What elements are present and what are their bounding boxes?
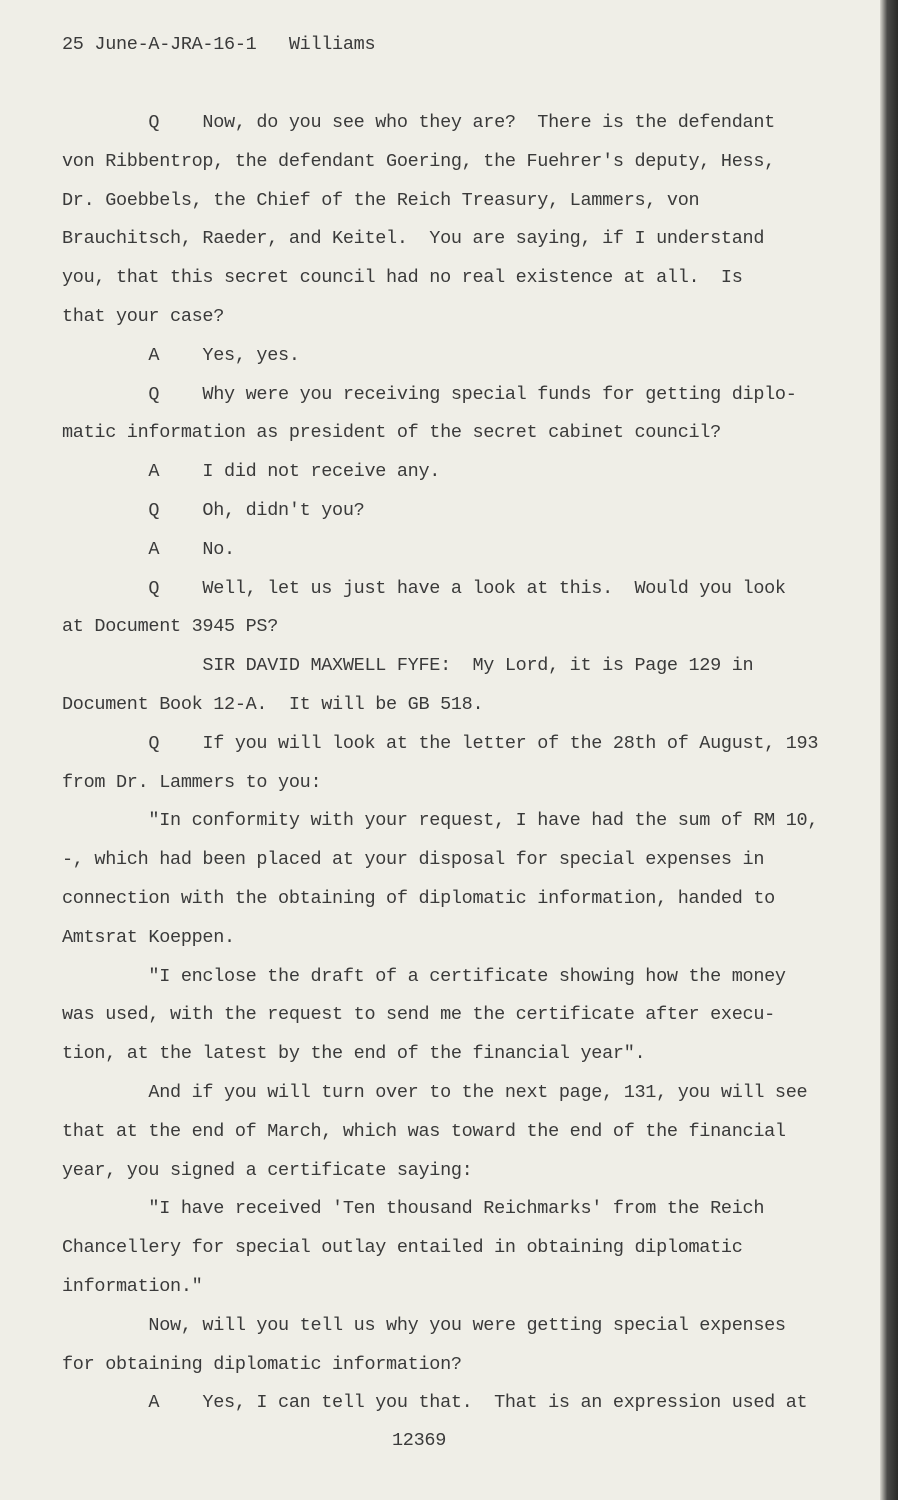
- transcript-line: And if you will turn over to the next page, 131, you will see: [62, 1082, 808, 1103]
- transcript-line: Q Well, let us just have a look at this. Would you look: [62, 577, 786, 599]
- transcript-line: A Yes, I can tell you that. That is an expression used at: [62, 1392, 808, 1414]
- transcript-line: Amtsrat Koeppen.: [62, 926, 235, 948]
- transcript-line: you, that this secret council had no real existence at all. Is: [62, 267, 743, 289]
- transcript-line: Document Book 12-A. It will be GB 518.: [62, 694, 484, 715]
- transcript-line: information.": [62, 1276, 203, 1297]
- transcript-line: A No.: [62, 538, 235, 560]
- transcript-line: A I did not receive any.: [62, 461, 441, 483]
- transcript-line: connection with the obtaining of diplomatic information, handed to: [62, 888, 775, 909]
- transcript-line: year, you signed a certificate saying:: [62, 1159, 473, 1181]
- transcript-line: was used, with the request to send me the certificate after execu-: [62, 1004, 775, 1026]
- transcript-line: A Yes, yes.: [62, 344, 300, 366]
- page-header: 25 June-A-JRA-16-1 Williams: [62, 34, 376, 55]
- transcript-line: from Dr. Lammers to you:: [62, 771, 322, 793]
- transcript-line: tion, at the latest by the end of the financial year".: [62, 1043, 646, 1065]
- transcript-line: matic information as president of the secret cabinet council?: [62, 422, 721, 444]
- transcript-line: Chancellery for special outlay entailed in obtaining diplomatic: [62, 1237, 743, 1259]
- transcript-line: that your case?: [62, 306, 225, 327]
- binding-edge: [880, 0, 898, 1500]
- transcript-line: for obtaining diplomatic information?: [62, 1353, 462, 1375]
- transcript-line: Q Now, do you see who they are? There is the defendant: [62, 112, 775, 133]
- transcript-line: "I enclose the draft of a certificate showing how the money: [62, 965, 786, 987]
- transcript-line: "In conformity with your request, I have had the sum of RM 10,: [62, 810, 819, 832]
- transcript-line: at Document 3945 PS?: [62, 616, 279, 638]
- transcript-line: "I have received 'Ten thousand Reichmarks' from the Reich: [62, 1198, 765, 1220]
- transcript-line: Q Oh, didn't you?: [62, 500, 365, 521]
- transcript-line: von Ribbentrop, the defendant Goering, the Fuehrer's deputy, Hess,: [62, 150, 775, 172]
- transcript-line: Dr. Goebbels, the Chief of the Reich Treasury, Lammers, von: [62, 189, 700, 211]
- transcript-line: SIR DAVID MAXWELL FYFE: My Lord, it is Page 129 in: [62, 655, 754, 677]
- page-number: 12369: [392, 1430, 447, 1451]
- transcript-line: Q Why were you receiving special funds for getting diplo-: [62, 383, 797, 405]
- transcript-line: that at the end of March, which was toward the end of the financial: [62, 1120, 786, 1142]
- transcript-line: Q If you will look at the letter of the 28th of August, 193: [62, 732, 819, 754]
- transcript-line: Brauchitsch, Raeder, and Keitel. You are saying, if I understand: [62, 228, 765, 250]
- transcript-line: Now, will you tell us why you were getting special expenses: [62, 1314, 786, 1336]
- transcript-line: -, which had been placed at your disposal for special expenses in: [62, 849, 765, 871]
